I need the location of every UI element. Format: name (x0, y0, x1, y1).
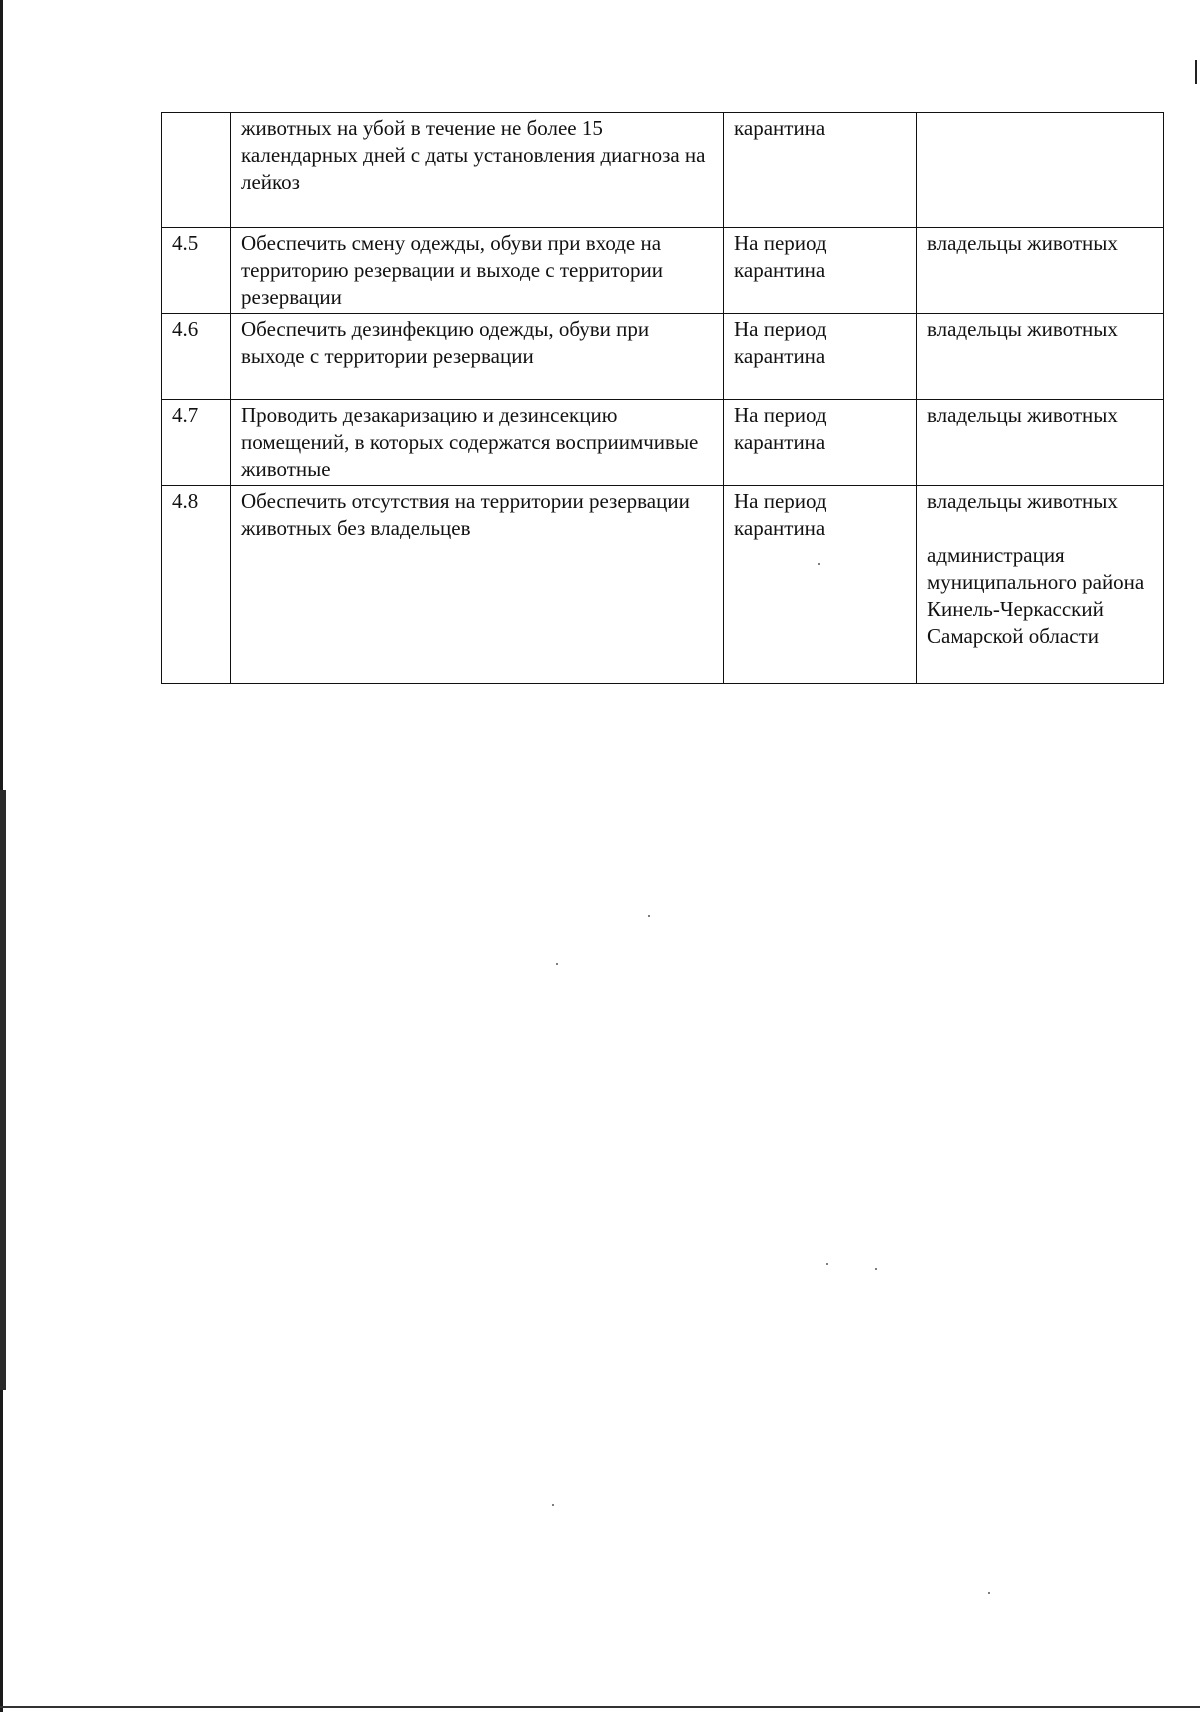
scan-speck (826, 1263, 828, 1265)
row-action: Обеспечить смену одежды, обуви при входе на территорию резервации и выходе с территории резервации (231, 228, 724, 314)
row-responsible (917, 113, 1164, 228)
responsible-party: администрация муниципального района Кинель-Черкасский Самарской области (927, 543, 1145, 648)
row-term: На период карантина (724, 400, 917, 486)
row-term: карантина (724, 113, 917, 228)
scan-speck (552, 1504, 554, 1506)
row-term: На период карантина (724, 314, 917, 400)
row-responsible (917, 486, 1164, 684)
row-term: На период карантина (724, 228, 917, 314)
row-number: 4.7 (162, 400, 231, 486)
measures-table (161, 112, 1164, 684)
row-number: 4.6 (162, 314, 231, 400)
scan-speck (648, 915, 650, 917)
row-responsible (917, 400, 1164, 486)
row-number (162, 113, 231, 228)
row-action: Обеспечить дезинфекцию одежды, обуви при выходе с территории резервации (231, 314, 724, 400)
responsible-party: владельцы животных (927, 403, 1118, 427)
line-gap (927, 515, 1153, 542)
table-row (162, 314, 1164, 400)
table-row (162, 486, 1164, 684)
scan-edge-bottom (0, 1706, 1200, 1708)
row-responsible (917, 228, 1164, 314)
scan-speck (988, 1592, 990, 1594)
responsible-party: владельцы животных (927, 489, 1118, 513)
row-term: На период карантина (724, 486, 917, 684)
row-number: 4.8 (162, 486, 231, 684)
scan-speck (556, 963, 558, 965)
table-row (162, 113, 1164, 228)
table-row (162, 228, 1164, 314)
responsible-party: владельцы животных (927, 317, 1118, 341)
row-action: Проводить дезакаризацию и дезинсекцию помещений, в которых содержатся восприимчивые животные (231, 400, 724, 486)
row-action: Обеспечить отсутствия на территории резервации животных без владельцев (231, 486, 724, 684)
scan-speck (875, 1268, 877, 1270)
row-action: животных на убой в течение не более 15 календарных дней с даты установления диагноза на лейкоз (231, 113, 724, 228)
row-responsible (917, 314, 1164, 400)
row-number: 4.5 (162, 228, 231, 314)
table-row (162, 400, 1164, 486)
scan-edge-left-shadow (0, 790, 6, 1390)
scan-edge-right-mark (1195, 60, 1197, 84)
responsible-party: владельцы животных (927, 231, 1118, 255)
